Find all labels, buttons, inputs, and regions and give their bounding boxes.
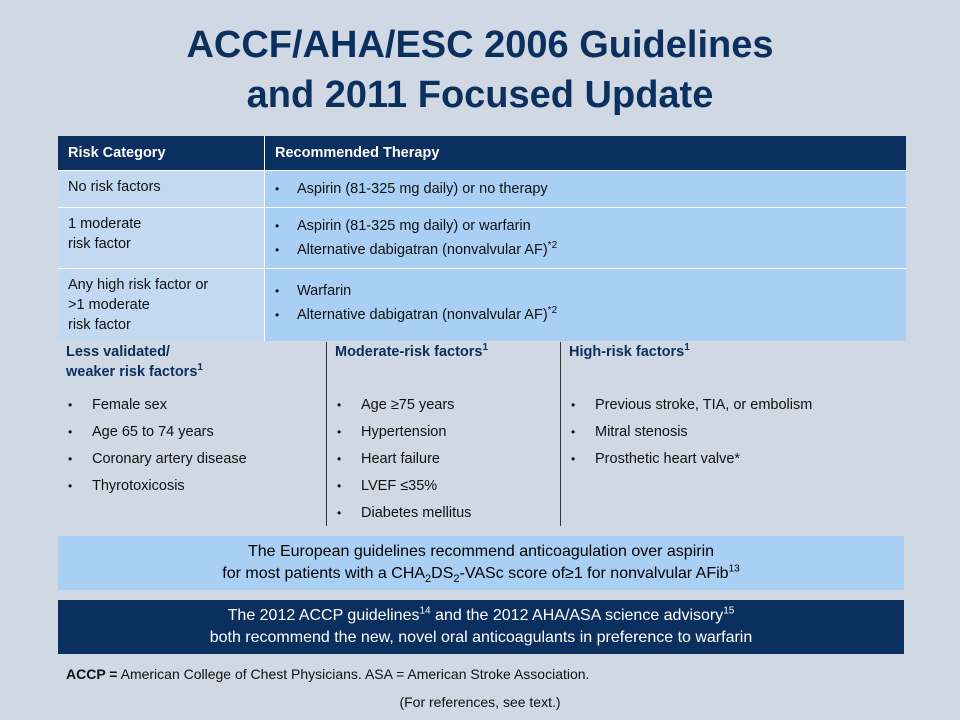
list-item: • Age 65 to 74 years xyxy=(58,419,326,446)
list-item: • Heart failure xyxy=(327,446,561,473)
list-item: • Coronary artery disease xyxy=(58,446,326,473)
risk-category-cell xyxy=(58,171,265,208)
title-line-2: and 2011 Focused Update xyxy=(246,74,714,116)
accp-guidelines-box xyxy=(58,600,904,654)
therapy-item: • Aspirin (81-325 mg daily) or no therapy xyxy=(275,177,896,201)
footnote-marker: *2 xyxy=(547,305,558,317)
weaker-risk-factors-column xyxy=(58,342,326,526)
risk-category-text: Any high risk factor or xyxy=(68,277,209,293)
list-item: • Diabetes mellitus xyxy=(327,500,561,527)
therapy-cell xyxy=(265,208,907,269)
references-note: (For references, see text.) xyxy=(399,694,561,710)
therapy-item: • Alternative dabigatran (nonvalvular AF)$^{*2}$ xyxy=(275,303,896,327)
abbreviation-footnote: ACCP = American College of Chest Physicians. ASA = American Stroke Association. xyxy=(66,666,590,682)
high-risk-factors-column xyxy=(560,342,907,526)
box-line: for most patients with a $CHA_2DS_2$-VASc score of≥1 for nonvalvular AFib$^{13}$ xyxy=(222,563,740,586)
therapy-item: • Aspirin (81-325 mg daily) or warfarin xyxy=(275,214,896,238)
therapy-cell xyxy=(265,269,907,342)
box-line: The European guidelines recommend anticoagulation over aspirin xyxy=(247,543,715,560)
list-item: • Female sex xyxy=(58,392,326,419)
list-item: • Hypertension xyxy=(327,419,561,446)
title-line-1: ACCF/AHA/ESC 2006 Guidelines xyxy=(186,24,774,66)
header-recommended-therapy: Recommended Therapy xyxy=(265,136,907,171)
column-heading: High-risk factors$^1$ xyxy=(569,342,690,360)
column-heading: Moderate-risk factors$^1$ xyxy=(335,342,489,360)
risk-therapy-table xyxy=(58,136,906,341)
table-row xyxy=(58,208,906,269)
therapy-cell xyxy=(265,171,907,208)
risk-category-cell xyxy=(58,208,265,269)
risk-factor-columns xyxy=(58,342,906,526)
box-line: both recommend the new, novel oral anticoagulants in preference to warfarin xyxy=(209,629,753,646)
list-item: • Prosthetic heart valve* xyxy=(561,446,907,473)
slide-title xyxy=(0,20,960,120)
header-risk-category: Risk Category xyxy=(58,136,265,171)
european-guidelines-box xyxy=(58,536,904,590)
therapy-item: • Alternative dabigatran (nonvalvular AF)$^{*2}$ xyxy=(275,238,896,262)
box-line: The 2012 ACCP guidelines$^{14}$ and the 2012 AHA/ASA science advisory$^{15}$ xyxy=(227,605,735,624)
list-item: • Age ≥75 years xyxy=(327,392,561,419)
list-item: • Mitral stenosis xyxy=(561,419,907,446)
risk-category-text: risk factor xyxy=(68,317,131,333)
table-row xyxy=(58,171,906,208)
risk-category-text: risk factor xyxy=(68,236,131,252)
list-item: • Thyrotoxicosis xyxy=(58,473,326,500)
risk-category-cell xyxy=(58,269,265,342)
moderate-risk-factors-column xyxy=(326,342,561,526)
footnote-marker: *2 xyxy=(547,240,558,252)
table-header-row xyxy=(58,136,906,171)
list-item: • Previous stroke, TIA, or embolism xyxy=(561,392,907,419)
list-item: • LVEF ≤35% xyxy=(327,473,561,500)
risk-category-text: >1 moderate xyxy=(68,297,150,313)
column-heading: Less validated/ weaker risk factors$^1$ xyxy=(66,344,203,380)
table-row xyxy=(58,269,906,342)
therapy-item: • Warfarin xyxy=(275,279,896,303)
risk-category-text: No risk factors xyxy=(68,179,161,195)
risk-category-text: 1 moderate xyxy=(68,216,142,232)
